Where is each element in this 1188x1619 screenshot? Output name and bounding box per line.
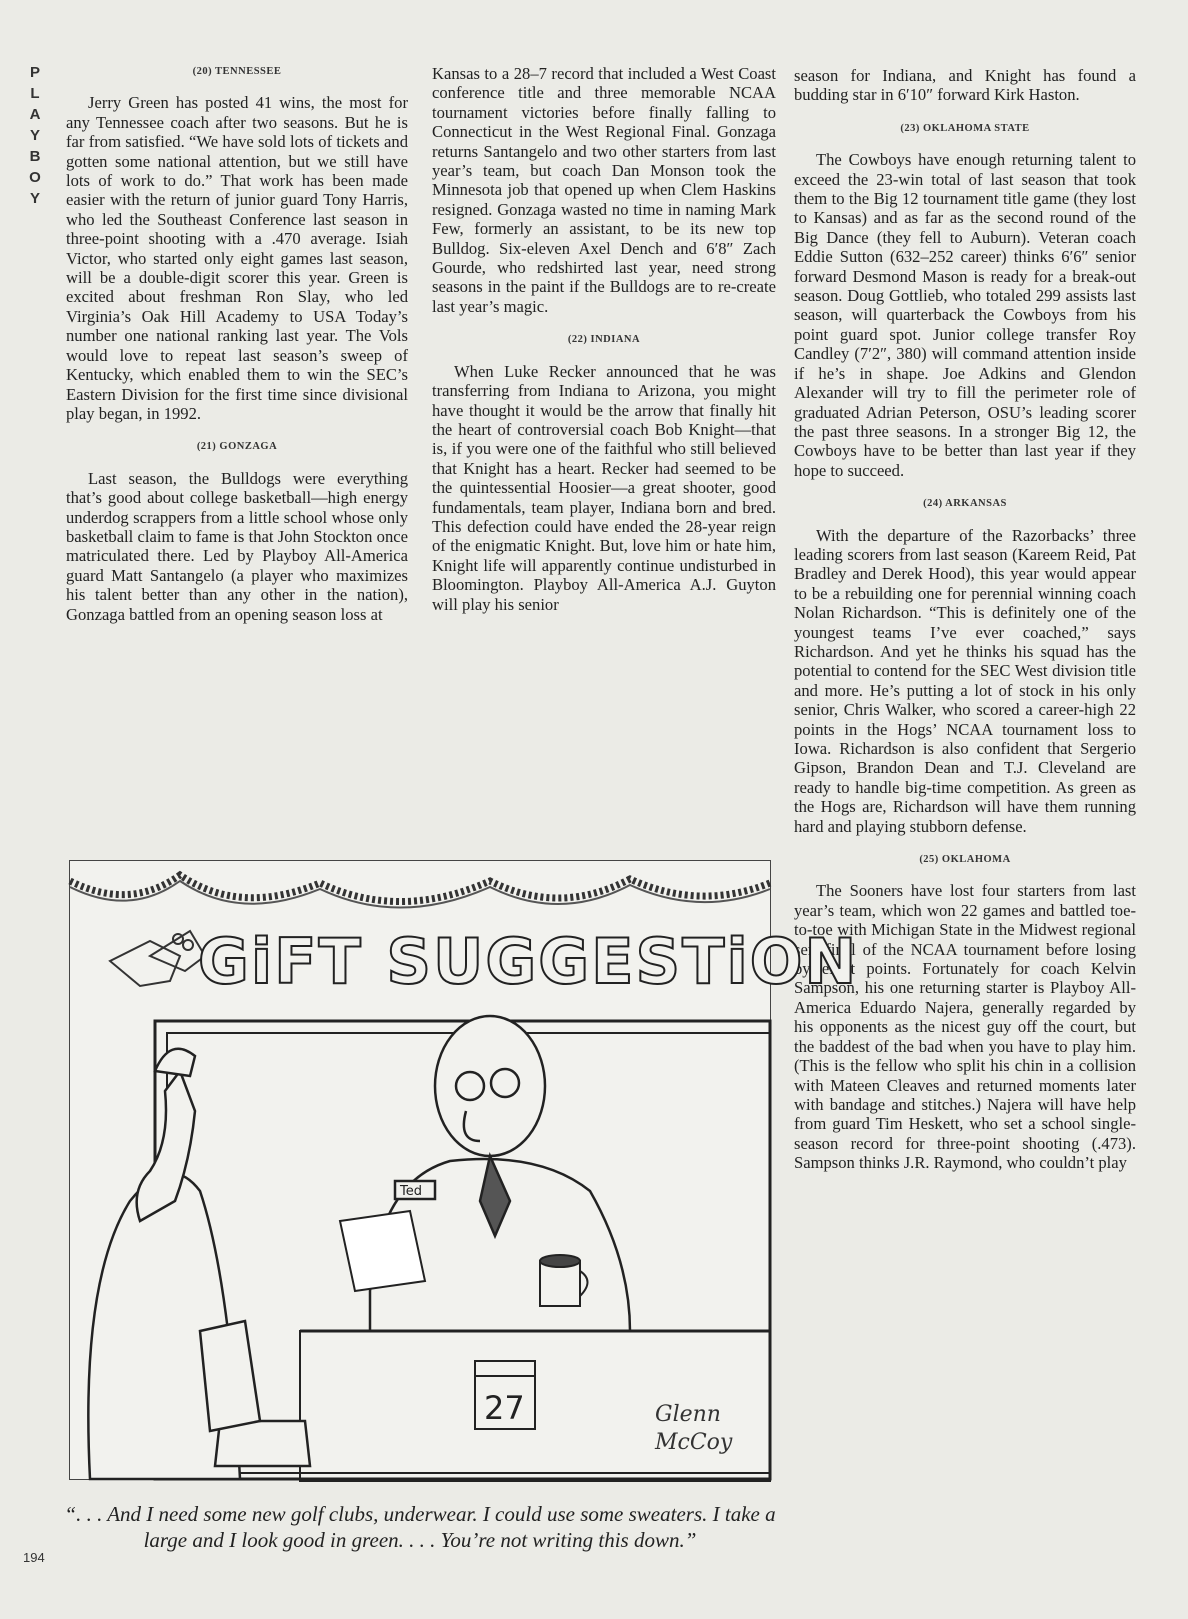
paragraph-gonzaga-part1: Last season, the Bulldogs were everything that’s good about college basketball—high energy underdog scrappers from a little school whose only basketball claim to fame is that John Stockton once matriculated there. Led by Playboy All-America guard Matt Santangelo (a player who maximizes his talent better than any other in the nation), Gonzaga battled from an opening season loss at — [66, 468, 408, 624]
section-heading-indiana: (22) INDIANA — [567, 334, 641, 346]
column-2 — [432, 64, 776, 614]
section-heading-tennessee: (20) TENNESSEE — [192, 66, 282, 77]
signature-first: Glenn — [655, 1402, 721, 1427]
section-heading-gonzaga: (21) GONZAGA — [196, 441, 278, 453]
paragraph-indiana-part1: When Luke Recker announced that he was transferring from Indiana to Arizona, you might have thought it would be the arrow that finally hit the heart of controversial coach Bob Knight—that is, if you were one of the faithful who still believed that Knight has a heart. Recker had seemed to be the quintessential Hoosier—a great shooter, good fundamentals, team player, Indiana born and bred. This defection could have ended the 28-year reign of the enigmatic Knight. But, love him or hate him, Knight life will apparently continue undisturbed in Bloomington. Playboy All-America A.J. Guyton will play his senior — [432, 361, 776, 614]
gift-suggestion-banner: GiFT SUGGESTiON — [198, 925, 859, 998]
cartoon-illustration — [69, 860, 859, 1480]
paragraph-arkansas: With the departure of the Razorbacks’ three leading scorers from last season (Kareem Reid, Pat Bradley and Derek Hood), this year would appear to be a rebuilding one for perennial winning coach Nolan Richardson. “This is definitely one of the youngest teams I’ve ever coached,” says Richardson. And yet he thinks his squad has the potential to contend for the SEC West division title and more. He’s putting a lot of stock in his only senior, Chris Walker, who scored a career-high 22 points in the Hogs’ NCAA tournament loss to Iowa. Richardson is also confident that Sergerio Gipson, Brandon Dean and T.J. Cleveland are ready to handle big-time competition. As green as the Hogs are, Richardson will have them running hard and playing stubborn defense. — [794, 525, 1136, 836]
page-number: 194 — [23, 1550, 45, 1565]
paper-notepad — [340, 1211, 425, 1291]
paragraph-indiana-part2: season for Indiana, and Knight has found a budding star in 6′10″ forward Kirk Haston. — [794, 66, 1136, 105]
coffee-mug-icon — [540, 1255, 588, 1306]
paragraph-oklahoma-state: The Cowboys have enough returning talent to exceed the 23-win total of last season that took them to the Big 12 tournament title game (they lost to Kansas) and as far as the second round of the Big Dance (they fell to Auburn). Veteran coach Eddie Sutton (632–252 career) thinks 6′6″ senior forward Desmond Mason is ready for a break-out season. Doug Gottlieb, who totaled 299 assists last season, will quarterback the Cowboys from his point guard spot. Junior college transfer Roy Candley (7′2″, 380) will command attention inside if he’s in shape. Joe Adkins and Glendon Alexander will try to fill the perimeter role of graduated Adrian Peterson, OSU’s leading scorer the past three seasons. In a stronger Big 12, the Cowboys have to be better than last year if they hope to succeed. — [794, 150, 1136, 480]
paragraph-gonzaga-part2: Kansas to a 28–7 record that included a West Coast conference title and three memorable NCAA tournament victories before finally falling to Connecticut in the West Regional Final. Gonzaga returns Santangelo and two other starters from last year’s team, but coach Dan Monson took the Minnesota job that opened up when Clem Haskins resigned. Gonzaga wasted no time in naming Mark Few, formerly an assistant, to be its new top Bulldog. Six-eleven Axel Dench and 6′8″ Zach Gourde, who redshirted last year, need strong seasons in the paint if the Bulldogs are to re-create last year’s magic. — [432, 64, 776, 316]
paragraph-tennessee: Jerry Green has posted 41 wins, the most for any Tennessee coach after two seasons. But he is far from satisfied. “We have sold lots of tickets and gotten some national attention, but we still have lots of work to do.” That work has been made easier with the return of junior guard Tony Harris, who led the Southeast Conference last season in three-point shooting with a .470 average. Isiah Victor, who started only eight games last season, will be a double-digit scorer this year. Green is excited about freshman Ron Slay, who led Virginia’s Oak Hill Academy to USA Today’s number one national ranking last year. The Vols would love to repeat last season’s sweep of Kentucky, which enabled them to win the SEC’s Eastern Division for the first time since divisional play began, in 1992. — [66, 93, 408, 423]
holly-icon — [110, 931, 205, 986]
paragraph-oklahoma: The Sooners have lost four starters from last year’s team, which won 22 games and battled toe-to-toe with Michigan State in the Midwest regional semifinal of the NCAA tournament before losing by eight points. Fortunately for coach Kelvin Sampson, his one returning starter is Playboy All-America Eduardo Najera, generally regarded by his opponents as the nicest guy off the court, but the baddest of the bad when you have to play him. (This is the fellow who split his chin in a collision with Mateen Cleaves and returned moments later with bandage and stitches.) Najera will have help from guard Tim Heskett, who set a school single-season record for three-point shooting (.473). Sampson thinks J.R. Raymond, who couldn’t play — [794, 881, 1136, 1173]
name-tag: Ted — [400, 1184, 422, 1199]
playboy-masthead: P L A Y B O Y — [29, 64, 41, 207]
signature-last: McCoy — [655, 1430, 733, 1455]
column-3 — [794, 66, 1136, 1173]
customer-figure — [88, 1049, 310, 1479]
calendar-day: 27 — [484, 1389, 525, 1427]
cartoon-caption: “. . . And I need some new golf clubs, underwear. I could use some sweaters. I take a large and I look good in green. . . . You’re not writing this down.” — [64, 1502, 776, 1552]
section-heading-oklahoma: (25) OKLAHOMA — [919, 854, 1011, 866]
column-1 — [66, 62, 408, 624]
section-heading-oklahoma-state: (23) OKLAHOMA STATE — [900, 122, 1030, 134]
section-heading-arkansas: (24) ARKANSAS — [923, 498, 1007, 510]
